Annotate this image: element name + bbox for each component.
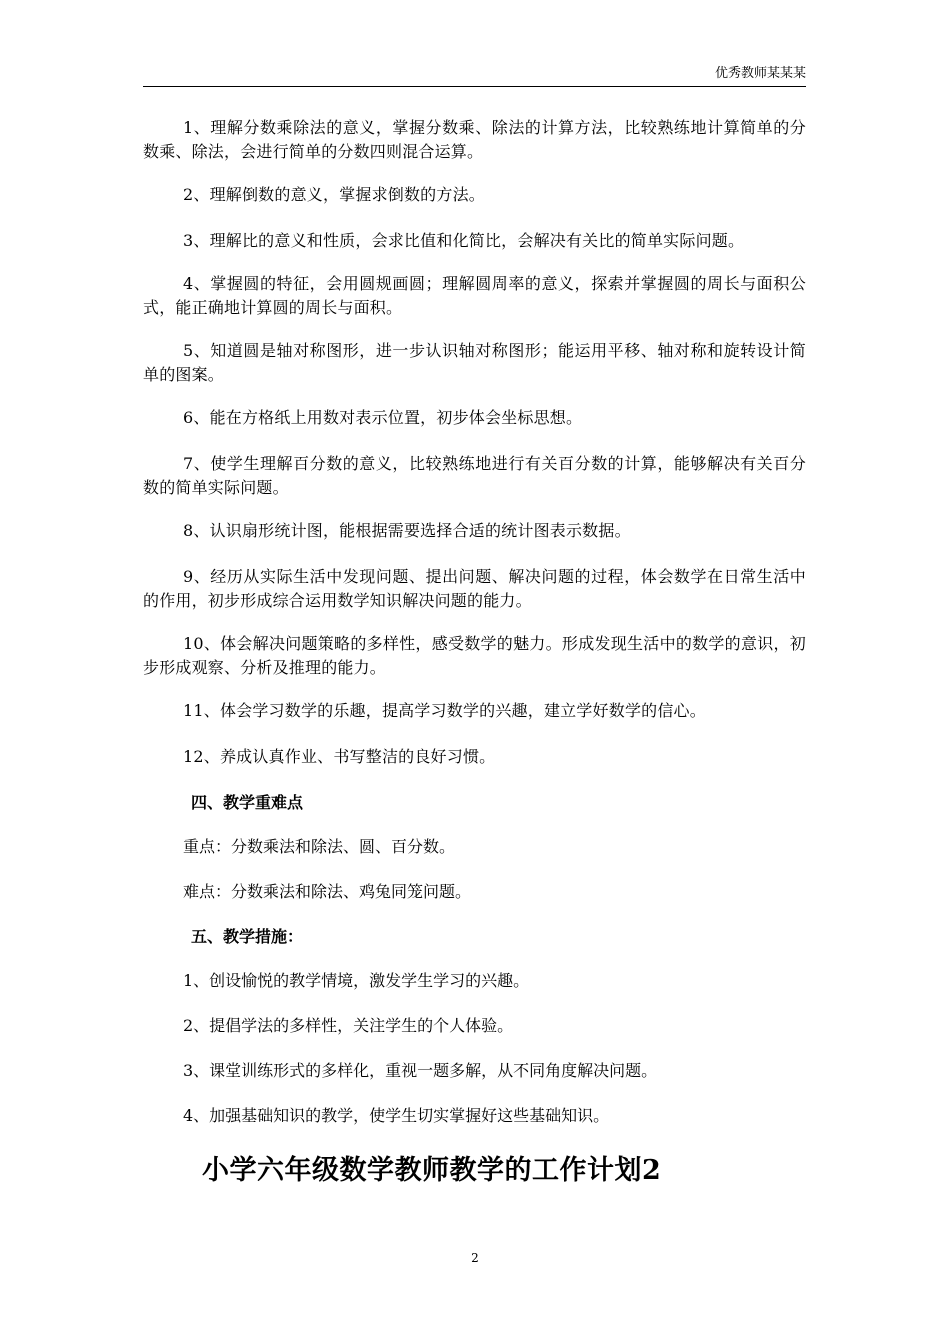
objective-item-3: 3、理解比的意义和性质，会求比值和化简比，会解决有关比的简单实际问题。: [183, 231, 745, 250]
page-number: 2: [471, 1251, 479, 1265]
measure-item-3: 3、课堂训练形式的多样化，重视一题多解，从不同角度解决问题。: [183, 1061, 658, 1080]
difficulties-line: 难点：分数乘法和除法、鸡兔同笼问题。: [183, 882, 472, 901]
measure-item-1: 1、创设愉悦的教学情境，激发学生学习的兴趣。: [183, 971, 530, 990]
objective-item-5: 5、知道圆是轴对称图形，进一步认识轴对称图形；能运用平移、轴对称和旋转设计简单的图案。: [143, 341, 806, 384]
objective-item-7: 7、使学生理解百分数的意义，比较熟练地进行有关百分数的计算，能够解决有关百分数的简单实际问题。: [143, 454, 806, 497]
objective-item-12: 12、养成认真作业、书写整洁的良好习惯。: [183, 747, 496, 766]
key-points-line: 重点：分数乘法和除法、圆、百分数。: [183, 837, 456, 856]
next-plan-title: 小学六年级数学教师教学的工作计划2: [202, 1155, 662, 1186]
measure-item-2: 2、提倡学法的多样性，关注学生的个人体验。: [183, 1016, 514, 1035]
objective-item-11: 11、体会学习数学的乐趣，提高学习数学的兴趣，建立学好数学的信心。: [183, 701, 706, 720]
objective-item-2: 2、理解倒数的意义，掌握求倒数的方法。: [183, 185, 485, 204]
objective-item-6: 6、能在方格纸上用数对表示位置，初步体会坐标思想。: [183, 408, 583, 427]
header-author: 优秀教师某某某: [714, 66, 806, 81]
objective-item-10: 10、体会解决问题策略的多样性，感受数学的魅力。形成发现生活中的数学的意识，初步形成观察、分析及推理的能力。: [143, 634, 806, 677]
objective-item-8: 8、认识扇形统计图，能根据需要选择合适的统计图表示数据。: [183, 521, 631, 540]
document-body: [143, 116, 806, 1149]
measure-item-4: 4、加强基础知识的教学，使学生切实掌握好这些基础知识。: [183, 1106, 610, 1125]
page-header: [143, 64, 806, 87]
section-heading-key-difficult-points: 四、教学重难点: [191, 793, 304, 812]
objective-item-9: 9、经历从实际生活中发现问题、提出问题、解决问题的过程，体会数学在日常生活中的作用，初步形成综合运用数学知识解决问题的能力。: [143, 567, 806, 610]
section-heading-teaching-measures: 五、教学措施：: [191, 927, 304, 946]
objective-item-4: 4、掌握圆的特征，会用圆规画圆；理解圆周率的意义，探索并掌握圆的周长与面积公式，能正确地计算圆的周长与面积。: [143, 274, 806, 317]
objective-item-1: 1、理解分数乘除法的意义，掌握分数乘、除法的计算方法，比较熟练地计算简单的分数乘、除法，会进行简单的分数四则混合运算。: [143, 118, 806, 161]
